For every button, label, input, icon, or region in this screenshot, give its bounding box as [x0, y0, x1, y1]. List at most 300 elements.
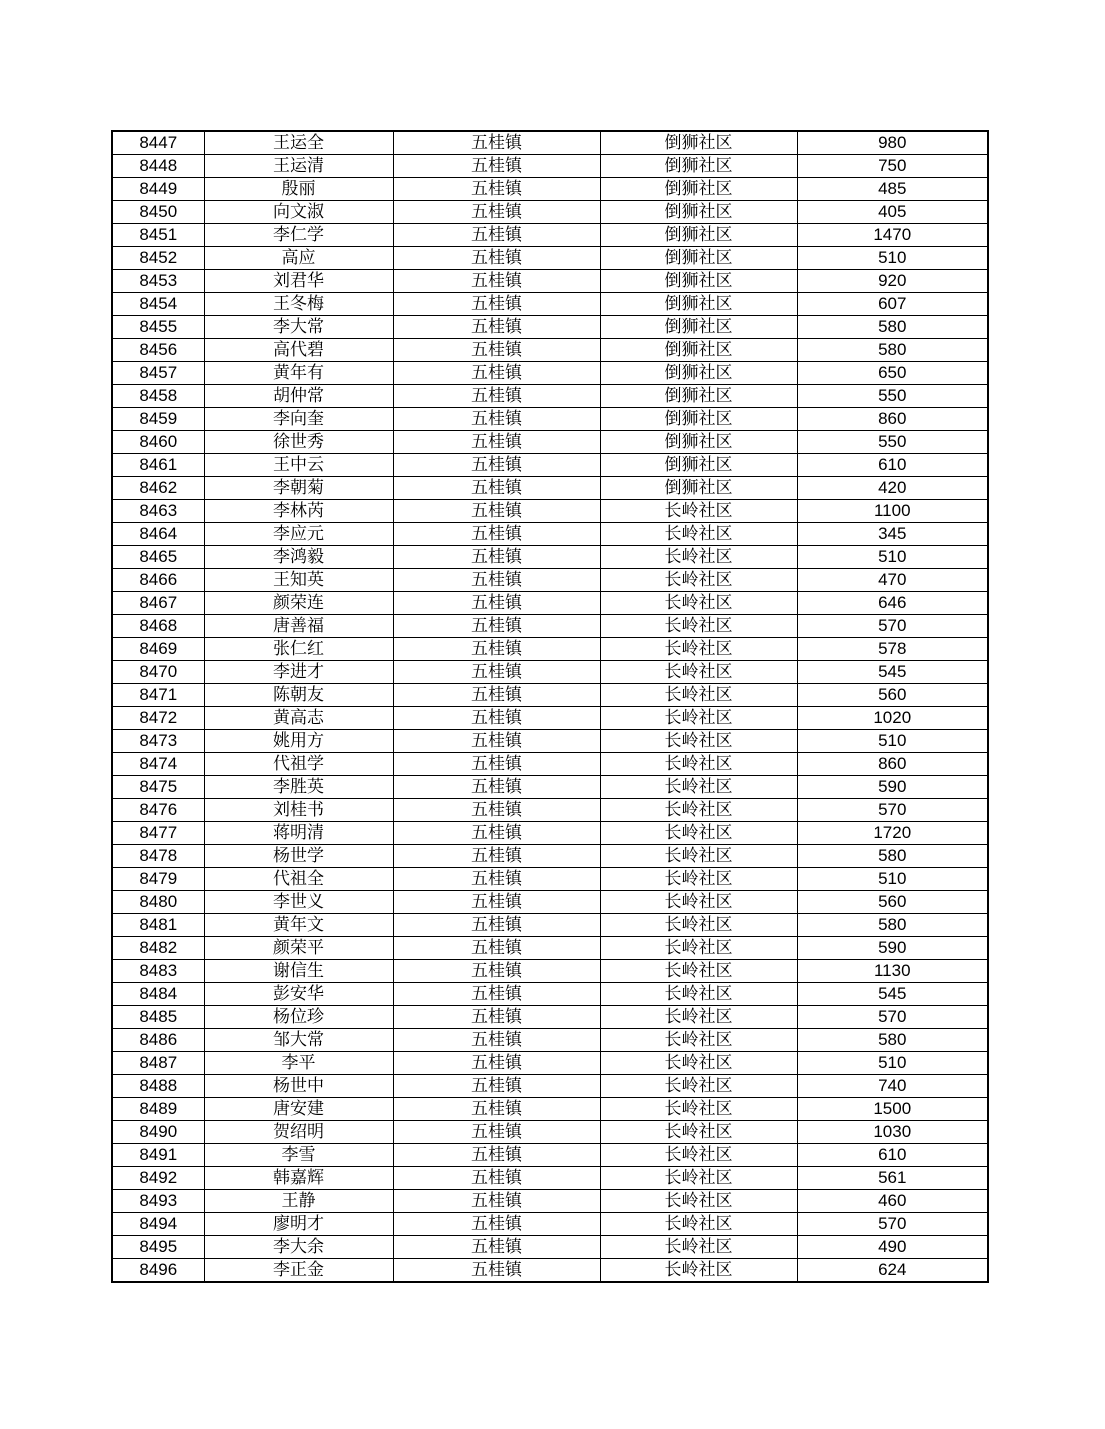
serial-number-cell: 8455 [112, 316, 204, 339]
amount-cell: 920 [797, 270, 988, 293]
amount-cell: 578 [797, 638, 988, 661]
community-cell: 长岭社区 [600, 523, 797, 546]
amount-cell: 570 [797, 1006, 988, 1029]
amount-cell: 550 [797, 385, 988, 408]
amount-cell: 570 [797, 615, 988, 638]
town-cell: 五桂镇 [393, 937, 600, 960]
amount-cell: 570 [797, 1213, 988, 1236]
town-cell: 五桂镇 [393, 1167, 600, 1190]
community-cell: 长岭社区 [600, 1236, 797, 1259]
table-row [112, 914, 988, 937]
town-cell: 五桂镇 [393, 270, 600, 293]
amount-cell: 607 [797, 293, 988, 316]
town-cell: 五桂镇 [393, 753, 600, 776]
community-cell: 倒狮社区 [600, 408, 797, 431]
amount-cell: 510 [797, 546, 988, 569]
town-cell: 五桂镇 [393, 822, 600, 845]
name-cell: 李雪 [204, 1144, 393, 1167]
town-cell: 五桂镇 [393, 408, 600, 431]
town-cell: 五桂镇 [393, 500, 600, 523]
amount-cell: 460 [797, 1190, 988, 1213]
community-cell: 长岭社区 [600, 661, 797, 684]
name-cell: 黄高志 [204, 707, 393, 730]
town-cell: 五桂镇 [393, 891, 600, 914]
community-cell: 倒狮社区 [600, 293, 797, 316]
amount-cell: 510 [797, 247, 988, 270]
town-cell: 五桂镇 [393, 983, 600, 1006]
town-cell: 五桂镇 [393, 1190, 600, 1213]
name-cell: 殷丽 [204, 178, 393, 201]
amount-cell: 560 [797, 684, 988, 707]
community-cell: 长岭社区 [600, 937, 797, 960]
community-cell: 长岭社区 [600, 707, 797, 730]
name-cell: 黄年文 [204, 914, 393, 937]
amount-cell: 510 [797, 730, 988, 753]
community-cell: 长岭社区 [600, 1190, 797, 1213]
amount-cell: 980 [797, 131, 988, 155]
community-cell: 长岭社区 [600, 500, 797, 523]
serial-number-cell: 8457 [112, 362, 204, 385]
table-row [112, 983, 988, 1006]
serial-number-cell: 8473 [112, 730, 204, 753]
name-cell: 李进才 [204, 661, 393, 684]
amount-cell: 1500 [797, 1098, 988, 1121]
name-cell: 黄年有 [204, 362, 393, 385]
table-row [112, 339, 988, 362]
serial-number-cell: 8474 [112, 753, 204, 776]
amount-cell: 420 [797, 477, 988, 500]
amount-cell: 650 [797, 362, 988, 385]
serial-number-cell: 8485 [112, 1006, 204, 1029]
town-cell: 五桂镇 [393, 914, 600, 937]
table-row [112, 477, 988, 500]
community-cell: 长岭社区 [600, 592, 797, 615]
community-cell: 长岭社区 [600, 546, 797, 569]
name-cell: 李胜英 [204, 776, 393, 799]
table-row [112, 661, 988, 684]
name-cell: 李平 [204, 1052, 393, 1075]
community-cell: 长岭社区 [600, 983, 797, 1006]
name-cell: 李大余 [204, 1236, 393, 1259]
serial-number-cell: 8468 [112, 615, 204, 638]
name-cell: 谢信生 [204, 960, 393, 983]
town-cell: 五桂镇 [393, 155, 600, 178]
community-cell: 倒狮社区 [600, 339, 797, 362]
town-cell: 五桂镇 [393, 799, 600, 822]
name-cell: 邹大常 [204, 1029, 393, 1052]
name-cell: 杨世中 [204, 1075, 393, 1098]
name-cell: 廖明才 [204, 1213, 393, 1236]
serial-number-cell: 8456 [112, 339, 204, 362]
serial-number-cell: 8465 [112, 546, 204, 569]
serial-number-cell: 8489 [112, 1098, 204, 1121]
community-cell: 长岭社区 [600, 684, 797, 707]
name-cell: 贺绍明 [204, 1121, 393, 1144]
community-cell: 倒狮社区 [600, 362, 797, 385]
table-row [112, 385, 988, 408]
community-cell: 长岭社区 [600, 1259, 797, 1283]
town-cell: 五桂镇 [393, 316, 600, 339]
table-row [112, 822, 988, 845]
table-row [112, 776, 988, 799]
name-cell: 杨位珍 [204, 1006, 393, 1029]
amount-cell: 580 [797, 845, 988, 868]
town-cell: 五桂镇 [393, 431, 600, 454]
table-row [112, 500, 988, 523]
serial-number-cell: 8480 [112, 891, 204, 914]
town-cell: 五桂镇 [393, 339, 600, 362]
serial-number-cell: 8453 [112, 270, 204, 293]
community-cell: 长岭社区 [600, 1075, 797, 1098]
table-row [112, 1167, 988, 1190]
amount-cell: 560 [797, 891, 988, 914]
town-cell: 五桂镇 [393, 661, 600, 684]
table-row [112, 546, 988, 569]
table-row [112, 362, 988, 385]
table-row [112, 523, 988, 546]
name-cell: 李林芮 [204, 500, 393, 523]
town-cell: 五桂镇 [393, 523, 600, 546]
serial-number-cell: 8451 [112, 224, 204, 247]
table-row [112, 1006, 988, 1029]
name-cell: 王知英 [204, 569, 393, 592]
name-cell: 李向奎 [204, 408, 393, 431]
town-cell: 五桂镇 [393, 247, 600, 270]
community-cell: 长岭社区 [600, 845, 797, 868]
serial-number-cell: 8491 [112, 1144, 204, 1167]
community-cell: 倒狮社区 [600, 131, 797, 155]
table-row [112, 845, 988, 868]
serial-number-cell: 8481 [112, 914, 204, 937]
table-row [112, 1213, 988, 1236]
table-row [112, 1075, 988, 1098]
community-cell: 倒狮社区 [600, 247, 797, 270]
serial-number-cell: 8484 [112, 983, 204, 1006]
amount-cell: 570 [797, 799, 988, 822]
table-row [112, 1121, 988, 1144]
table-row [112, 937, 988, 960]
amount-cell: 580 [797, 316, 988, 339]
amount-cell: 1470 [797, 224, 988, 247]
serial-number-cell: 8483 [112, 960, 204, 983]
name-cell: 唐善福 [204, 615, 393, 638]
town-cell: 五桂镇 [393, 1075, 600, 1098]
name-cell: 刘君华 [204, 270, 393, 293]
table-row [112, 1029, 988, 1052]
table-row [112, 638, 988, 661]
town-cell: 五桂镇 [393, 845, 600, 868]
serial-number-cell: 8458 [112, 385, 204, 408]
table-row [112, 730, 988, 753]
town-cell: 五桂镇 [393, 1144, 600, 1167]
community-cell: 长岭社区 [600, 1006, 797, 1029]
town-cell: 五桂镇 [393, 1029, 600, 1052]
community-cell: 长岭社区 [600, 615, 797, 638]
community-cell: 倒狮社区 [600, 454, 797, 477]
serial-number-cell: 8478 [112, 845, 204, 868]
name-cell: 张仁红 [204, 638, 393, 661]
serial-number-cell: 8479 [112, 868, 204, 891]
town-cell: 五桂镇 [393, 707, 600, 730]
amount-cell: 750 [797, 155, 988, 178]
amount-cell: 1100 [797, 500, 988, 523]
amount-cell: 345 [797, 523, 988, 546]
community-cell: 长岭社区 [600, 1098, 797, 1121]
town-cell: 五桂镇 [393, 362, 600, 385]
serial-number-cell: 8460 [112, 431, 204, 454]
table-row [112, 270, 988, 293]
serial-number-cell: 8493 [112, 1190, 204, 1213]
table-row [112, 201, 988, 224]
table-row [112, 316, 988, 339]
community-cell: 倒狮社区 [600, 477, 797, 500]
serial-number-cell: 8490 [112, 1121, 204, 1144]
town-cell: 五桂镇 [393, 546, 600, 569]
table-row [112, 868, 988, 891]
amount-cell: 580 [797, 339, 988, 362]
serial-number-cell: 8464 [112, 523, 204, 546]
name-cell: 王中云 [204, 454, 393, 477]
name-cell: 颜荣连 [204, 592, 393, 615]
table-row [112, 1190, 988, 1213]
roster-table-body [112, 131, 988, 1282]
serial-number-cell: 8470 [112, 661, 204, 684]
name-cell: 王冬梅 [204, 293, 393, 316]
name-cell: 高代碧 [204, 339, 393, 362]
amount-cell: 610 [797, 1144, 988, 1167]
amount-cell: 485 [797, 178, 988, 201]
name-cell: 李应元 [204, 523, 393, 546]
amount-cell: 580 [797, 914, 988, 937]
name-cell: 胡仲常 [204, 385, 393, 408]
table-row [112, 431, 988, 454]
town-cell: 五桂镇 [393, 293, 600, 316]
amount-cell: 510 [797, 868, 988, 891]
serial-number-cell: 8487 [112, 1052, 204, 1075]
serial-number-cell: 8462 [112, 477, 204, 500]
community-cell: 倒狮社区 [600, 270, 797, 293]
name-cell: 王运全 [204, 131, 393, 155]
table-row [112, 408, 988, 431]
amount-cell: 510 [797, 1052, 988, 1075]
serial-number-cell: 8447 [112, 131, 204, 155]
community-cell: 倒狮社区 [600, 316, 797, 339]
table-row [112, 592, 988, 615]
town-cell: 五桂镇 [393, 1098, 600, 1121]
community-cell: 倒狮社区 [600, 385, 797, 408]
serial-number-cell: 8496 [112, 1259, 204, 1283]
serial-number-cell: 8449 [112, 178, 204, 201]
table-row [112, 224, 988, 247]
community-cell: 倒狮社区 [600, 224, 797, 247]
amount-cell: 610 [797, 454, 988, 477]
name-cell: 高应 [204, 247, 393, 270]
table-row [112, 707, 988, 730]
table-row [112, 131, 988, 155]
amount-cell: 624 [797, 1259, 988, 1283]
serial-number-cell: 8452 [112, 247, 204, 270]
table-row [112, 1052, 988, 1075]
town-cell: 五桂镇 [393, 592, 600, 615]
town-cell: 五桂镇 [393, 1052, 600, 1075]
table-row [112, 960, 988, 983]
community-cell: 倒狮社区 [600, 155, 797, 178]
serial-number-cell: 8482 [112, 937, 204, 960]
serial-number-cell: 8495 [112, 1236, 204, 1259]
serial-number-cell: 8450 [112, 201, 204, 224]
amount-cell: 470 [797, 569, 988, 592]
amount-cell: 860 [797, 408, 988, 431]
community-cell: 长岭社区 [600, 1052, 797, 1075]
serial-number-cell: 8471 [112, 684, 204, 707]
table-row [112, 1236, 988, 1259]
town-cell: 五桂镇 [393, 1121, 600, 1144]
roster-table [111, 130, 989, 1283]
community-cell: 长岭社区 [600, 753, 797, 776]
town-cell: 五桂镇 [393, 1006, 600, 1029]
amount-cell: 590 [797, 937, 988, 960]
community-cell: 长岭社区 [600, 638, 797, 661]
name-cell: 唐安建 [204, 1098, 393, 1121]
amount-cell: 545 [797, 983, 988, 1006]
name-cell: 刘桂书 [204, 799, 393, 822]
serial-number-cell: 8463 [112, 500, 204, 523]
town-cell: 五桂镇 [393, 1236, 600, 1259]
table-row [112, 569, 988, 592]
amount-cell: 405 [797, 201, 988, 224]
serial-number-cell: 8459 [112, 408, 204, 431]
serial-number-cell: 8476 [112, 799, 204, 822]
community-cell: 长岭社区 [600, 960, 797, 983]
town-cell: 五桂镇 [393, 178, 600, 201]
name-cell: 王静 [204, 1190, 393, 1213]
serial-number-cell: 8494 [112, 1213, 204, 1236]
name-cell: 李仁学 [204, 224, 393, 247]
amount-cell: 1720 [797, 822, 988, 845]
serial-number-cell: 8466 [112, 569, 204, 592]
name-cell: 代祖学 [204, 753, 393, 776]
town-cell: 五桂镇 [393, 477, 600, 500]
community-cell: 长岭社区 [600, 776, 797, 799]
name-cell: 李正金 [204, 1259, 393, 1283]
community-cell: 长岭社区 [600, 822, 797, 845]
town-cell: 五桂镇 [393, 868, 600, 891]
community-cell: 倒狮社区 [600, 178, 797, 201]
table-row [112, 454, 988, 477]
community-cell: 长岭社区 [600, 569, 797, 592]
table-row [112, 753, 988, 776]
community-cell: 倒狮社区 [600, 431, 797, 454]
amount-cell: 590 [797, 776, 988, 799]
name-cell: 杨世学 [204, 845, 393, 868]
table-row [112, 799, 988, 822]
serial-number-cell: 8477 [112, 822, 204, 845]
name-cell: 蒋明清 [204, 822, 393, 845]
amount-cell: 561 [797, 1167, 988, 1190]
amount-cell: 646 [797, 592, 988, 615]
amount-cell: 740 [797, 1075, 988, 1098]
serial-number-cell: 8461 [112, 454, 204, 477]
name-cell: 李大常 [204, 316, 393, 339]
table-row [112, 293, 988, 316]
serial-number-cell: 8469 [112, 638, 204, 661]
community-cell: 长岭社区 [600, 914, 797, 937]
name-cell: 代祖全 [204, 868, 393, 891]
name-cell: 李鸿毅 [204, 546, 393, 569]
amount-cell: 1130 [797, 960, 988, 983]
community-cell: 倒狮社区 [600, 201, 797, 224]
name-cell: 李朝菊 [204, 477, 393, 500]
town-cell: 五桂镇 [393, 638, 600, 661]
serial-number-cell: 8492 [112, 1167, 204, 1190]
name-cell: 王运清 [204, 155, 393, 178]
town-cell: 五桂镇 [393, 569, 600, 592]
town-cell: 五桂镇 [393, 454, 600, 477]
serial-number-cell: 8454 [112, 293, 204, 316]
town-cell: 五桂镇 [393, 1213, 600, 1236]
name-cell: 徐世秀 [204, 431, 393, 454]
table-row [112, 1098, 988, 1121]
town-cell: 五桂镇 [393, 131, 600, 155]
community-cell: 长岭社区 [600, 1121, 797, 1144]
table-row [112, 891, 988, 914]
name-cell: 李世义 [204, 891, 393, 914]
amount-cell: 550 [797, 431, 988, 454]
table-row [112, 615, 988, 638]
community-cell: 长岭社区 [600, 1029, 797, 1052]
town-cell: 五桂镇 [393, 224, 600, 247]
serial-number-cell: 8488 [112, 1075, 204, 1098]
community-cell: 长岭社区 [600, 730, 797, 753]
amount-cell: 490 [797, 1236, 988, 1259]
amount-cell: 1020 [797, 707, 988, 730]
name-cell: 陈朝友 [204, 684, 393, 707]
name-cell: 韩嘉辉 [204, 1167, 393, 1190]
town-cell: 五桂镇 [393, 201, 600, 224]
amount-cell: 1030 [797, 1121, 988, 1144]
town-cell: 五桂镇 [393, 960, 600, 983]
town-cell: 五桂镇 [393, 730, 600, 753]
name-cell: 向文淑 [204, 201, 393, 224]
town-cell: 五桂镇 [393, 776, 600, 799]
table-row [112, 1259, 988, 1283]
amount-cell: 545 [797, 661, 988, 684]
serial-number-cell: 8448 [112, 155, 204, 178]
serial-number-cell: 8472 [112, 707, 204, 730]
amount-cell: 580 [797, 1029, 988, 1052]
community-cell: 长岭社区 [600, 799, 797, 822]
community-cell: 长岭社区 [600, 1167, 797, 1190]
table-row [112, 178, 988, 201]
amount-cell: 860 [797, 753, 988, 776]
table-row [112, 247, 988, 270]
community-cell: 长岭社区 [600, 891, 797, 914]
town-cell: 五桂镇 [393, 684, 600, 707]
serial-number-cell: 8486 [112, 1029, 204, 1052]
name-cell: 颜荣平 [204, 937, 393, 960]
table-row [112, 1144, 988, 1167]
name-cell: 姚用方 [204, 730, 393, 753]
serial-number-cell: 8475 [112, 776, 204, 799]
name-cell: 彭安华 [204, 983, 393, 1006]
town-cell: 五桂镇 [393, 615, 600, 638]
community-cell: 长岭社区 [600, 868, 797, 891]
table-row [112, 684, 988, 707]
community-cell: 长岭社区 [600, 1213, 797, 1236]
serial-number-cell: 8467 [112, 592, 204, 615]
community-cell: 长岭社区 [600, 1144, 797, 1167]
town-cell: 五桂镇 [393, 1259, 600, 1283]
